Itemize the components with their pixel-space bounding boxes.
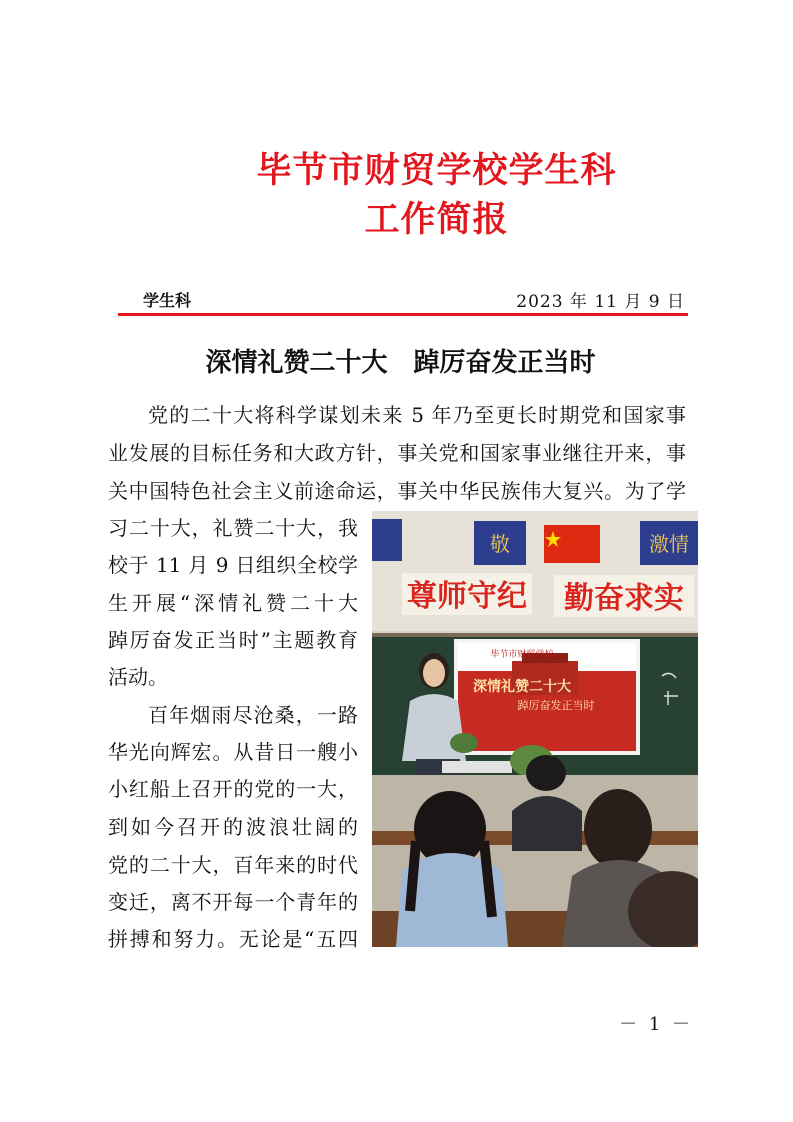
- header-divider: [118, 313, 688, 316]
- paragraph-line: 生开展“深情礼赞二十大: [108, 591, 358, 615]
- paragraph-line: 活动。: [108, 665, 168, 689]
- page-number: － 1 －: [619, 1014, 693, 1035]
- paragraph-line: 踔厉奋发正当时”主题教育: [108, 628, 358, 652]
- wall-banner-text: 敬: [490, 532, 510, 556]
- brief-title-line1: 毕节市财贸学校学生科: [256, 151, 617, 191]
- department-label: 学生科: [143, 291, 192, 310]
- screen-subtitle: 踔厉奋发正当时: [517, 699, 595, 712]
- paragraph-line: 校于 11 月 9 日组织全校学: [108, 553, 358, 577]
- issue-date: 2023 年 11 月 9 日: [516, 292, 685, 312]
- paragraph-line: 业发展的目标任务和大政方针，事关党和国家事业继往开来，事: [108, 441, 686, 465]
- brief-title-line2: 工作简报: [364, 200, 509, 240]
- wall-banner-text: 激情: [649, 532, 689, 556]
- flag-icon: [544, 525, 600, 563]
- paragraph-line: 拼搏和努力。无论是“五四: [108, 927, 358, 951]
- paragraph-line: 百年烟雨尽沧桑，一路: [148, 703, 358, 727]
- paragraph-line: 变迁，离不开每一个青年的: [108, 890, 358, 914]
- paragraph-line: 党的二十大，百年来的时代: [108, 853, 358, 877]
- slogan-left: 尊师守纪: [407, 579, 527, 614]
- classroom-photo: [372, 511, 698, 947]
- paragraph-line: 小红船上召开的党的一大，: [108, 777, 358, 801]
- paragraph-line: 华光向辉宏。从昔日一艘小: [108, 740, 358, 764]
- screen-title: 深情礼赞二十大: [473, 679, 571, 695]
- slogan-right: 勤奋求实: [564, 581, 684, 616]
- screen-school-name: 毕节市财贸学校: [490, 650, 554, 660]
- paragraph-line: 习二十大，礼赞二十大，我: [108, 516, 358, 540]
- paragraph-line: 党的二十大将科学谋划未来 5 年乃至更长时期党和国家事: [148, 403, 686, 427]
- article-title: 深情礼赞二十大 踔厉奋发正当时: [205, 348, 596, 378]
- paragraph-line: 到如今召开的波浪壮阔的: [108, 815, 358, 839]
- paragraph-line: 关中国特色社会主义前途命运，事关中华民族伟大复兴。为了学: [108, 479, 686, 503]
